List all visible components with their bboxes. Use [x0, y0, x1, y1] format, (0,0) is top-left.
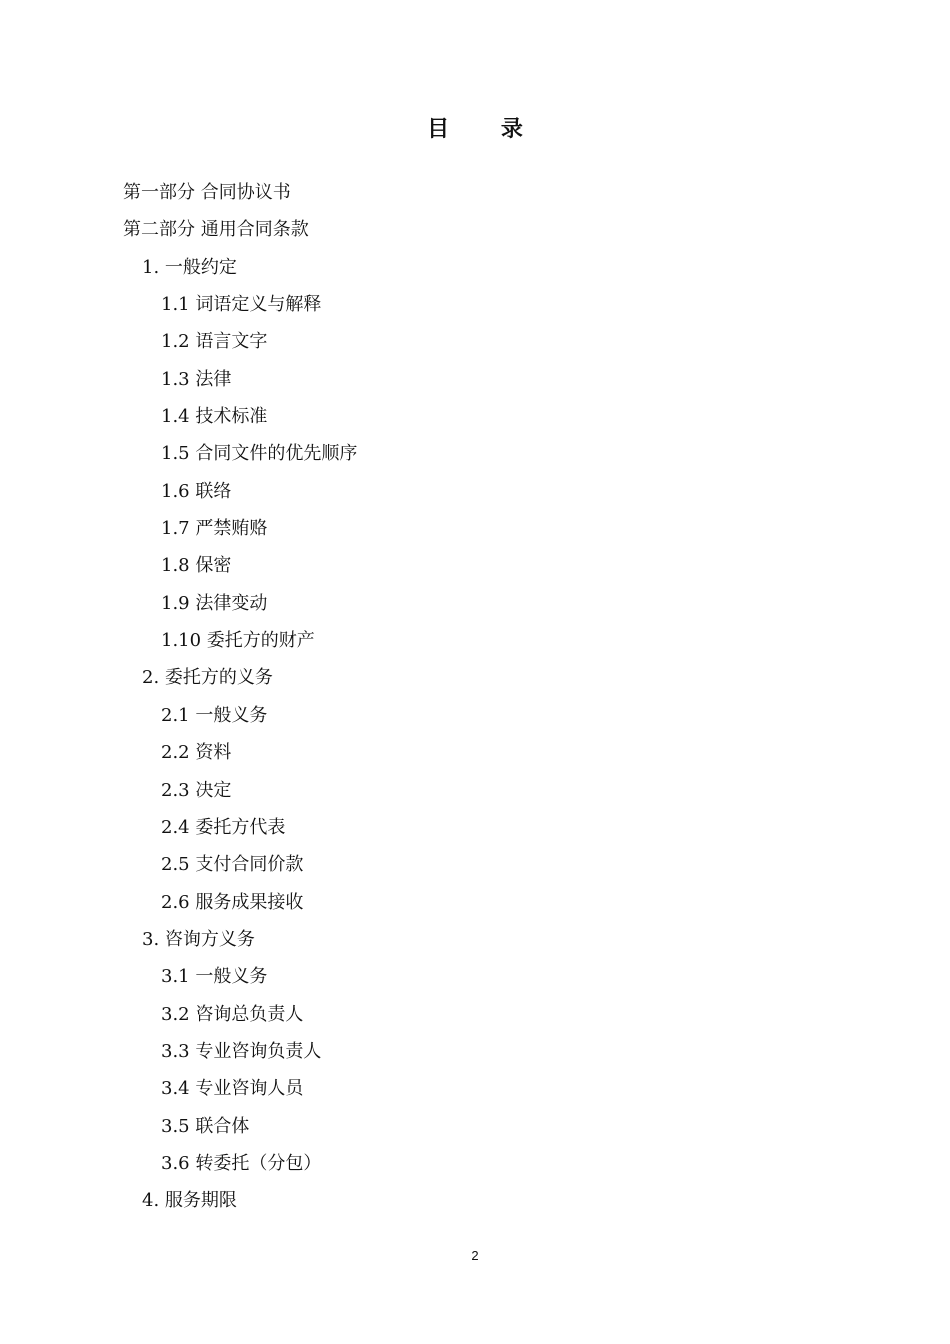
toc-entry: 2.5 支付合同价款: [161, 854, 304, 876]
toc-entry: 3.1 一般义务: [161, 966, 268, 988]
toc-entry: 1.8 保密: [161, 555, 232, 577]
toc-entry: 3.4 专业咨询人员: [161, 1078, 304, 1100]
toc-entry: 1.3 法律: [161, 368, 232, 390]
toc-entry: 2.3 决定: [161, 779, 232, 801]
toc-entry: 第一部分 合同协议书: [123, 182, 291, 203]
toc-entry: 1.9 法律变动: [161, 592, 268, 614]
table-of-contents: [0, 174, 950, 1220]
toc-entry: 3.5 联合体: [161, 1115, 250, 1137]
page-title: 目 录: [427, 116, 545, 142]
toc-entry: 1.1 词语定义与解释: [161, 294, 322, 316]
toc-entry: 3. 咨询方义务: [142, 928, 255, 950]
toc-entry: 2.6 服务成果接收: [161, 891, 304, 913]
toc-entry: 4. 服务期限: [142, 1190, 237, 1212]
toc-entry: 1.7 严禁贿赂: [161, 518, 268, 540]
toc-entry: 1.2 语言文字: [161, 331, 268, 353]
toc-entry: 1.6 联络: [161, 480, 232, 502]
page-number: 2: [471, 1248, 479, 1263]
toc-entry: 3.6 转委托（分包）: [161, 1152, 322, 1174]
toc-entry: 第二部分 通用合同条款: [123, 219, 309, 241]
toc-entry: 1. 一般约定: [142, 256, 237, 278]
toc-entry: 1.4 技术标准: [161, 406, 268, 428]
toc-entry: 1.10 委托方的财产: [161, 630, 315, 652]
toc-entry: 3.3 专业咨询负责人: [161, 1040, 322, 1062]
toc-entry: 2.4 委托方代表: [161, 816, 286, 838]
toc-entry: 2.1 一般义务: [161, 704, 268, 726]
toc-entry: 3.2 咨询总负责人: [161, 1003, 304, 1025]
toc-entry: 2.2 资料: [161, 742, 232, 764]
toc-entry: 2. 委托方的义务: [142, 667, 273, 689]
toc-entry: 1.5 合同文件的优先顺序: [161, 443, 358, 465]
